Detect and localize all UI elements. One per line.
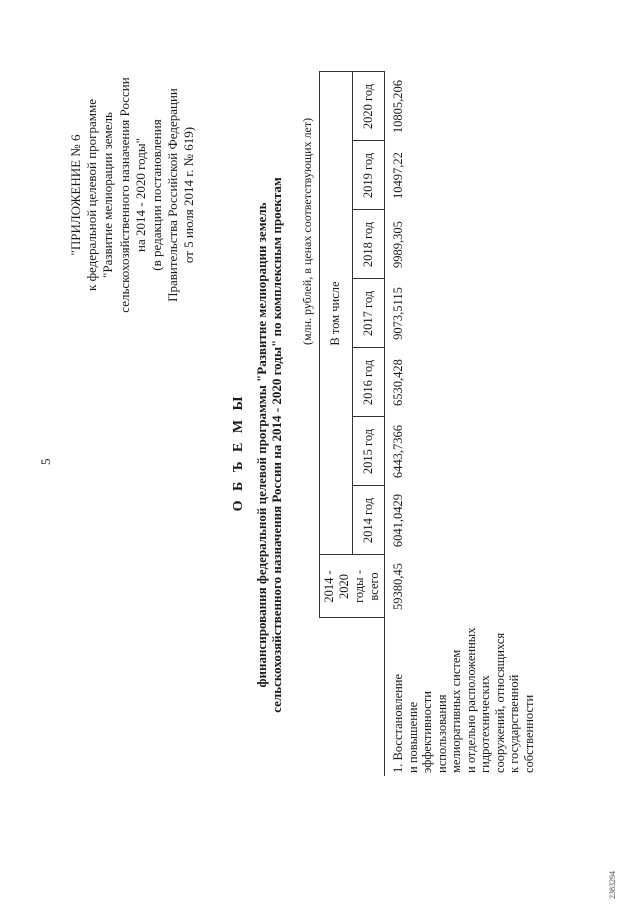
header-year: 2019 год: [352, 141, 385, 210]
table-header-row-1: [320, 72, 353, 776]
appendix-line: сельскохозяйственного назначения России: [116, 77, 132, 313]
header-year: 2017 год: [352, 279, 385, 348]
appendix-line: на 2014 - 2020 годы": [132, 138, 148, 252]
header-year: 2016 год: [352, 348, 385, 417]
header-total-line: 2014 -: [322, 570, 336, 603]
document-title: О Б Ъ Е М Ы: [231, 393, 246, 512]
appendix-line: Правительства Российской Федерации: [165, 88, 181, 302]
header-total-line: годы -: [352, 570, 366, 603]
header-total-line: 2020: [337, 574, 351, 599]
header-year: 2015 год: [352, 417, 385, 486]
row-name-line: использования: [434, 694, 449, 773]
document-subtitle: [254, 165, 284, 725]
table-row: [389, 72, 538, 776]
row-value: 9073,5115: [391, 287, 405, 340]
appendix-line: "Развитие мелиорации земель: [100, 112, 116, 278]
row-value: 6530,428: [391, 359, 405, 406]
row-value: 9989,305: [391, 221, 405, 268]
row-name-line: и повышение эффективности: [405, 691, 434, 773]
page-number: 5: [38, 458, 53, 465]
row-name-line: 1. Восстановление: [391, 673, 405, 773]
units-note: (млн. рублей, в ценах соответствующих лет): [300, 117, 314, 345]
header-year: 2020 год: [352, 72, 385, 141]
appendix-line: к федеральной целевой программе: [84, 99, 100, 291]
subtitle-line: сельскохозяйственного назначения России на 2014 - 2020 годы" по комплексным проектам: [269, 177, 284, 713]
appendix-header: [68, 45, 198, 345]
header-total: [320, 555, 385, 618]
subtitle-line: финансирования федеральной целевой программы "Развитие мелиорации земель: [254, 202, 269, 688]
row-total: 59380,45: [391, 563, 405, 610]
header-blank-cell: [320, 618, 385, 776]
row-value: 6443,7366: [391, 424, 405, 479]
row-name-line: к государственной: [507, 674, 521, 773]
header-year: 2014 год: [352, 486, 385, 555]
row-name-line: гидротехнических: [478, 675, 492, 773]
row-name-line: и отдельно расположенных: [463, 627, 478, 773]
row-name: [389, 618, 538, 776]
appendix-line: "ПРИЛОЖЕНИЕ № 6: [68, 134, 83, 256]
appendix-line: (в редакции постановления: [149, 119, 165, 271]
row-value: 10497,22: [391, 152, 405, 199]
appendix-line: от 5 июля 2014 г. № 619): [181, 126, 197, 264]
header-total-line: всего: [367, 572, 381, 601]
row-name-line: сооружений, относящихся: [492, 632, 507, 773]
row-value: 10805,206: [391, 79, 405, 134]
row-value: 6041,0429: [391, 493, 405, 548]
document-code: 2383294: [608, 871, 617, 899]
row-name-line: мелиоративных систем: [449, 649, 463, 773]
row-name-line: собственности: [521, 694, 536, 773]
header-group: В том числе: [320, 72, 353, 555]
financing-table: [319, 72, 538, 777]
header-year: 2018 год: [352, 210, 385, 279]
